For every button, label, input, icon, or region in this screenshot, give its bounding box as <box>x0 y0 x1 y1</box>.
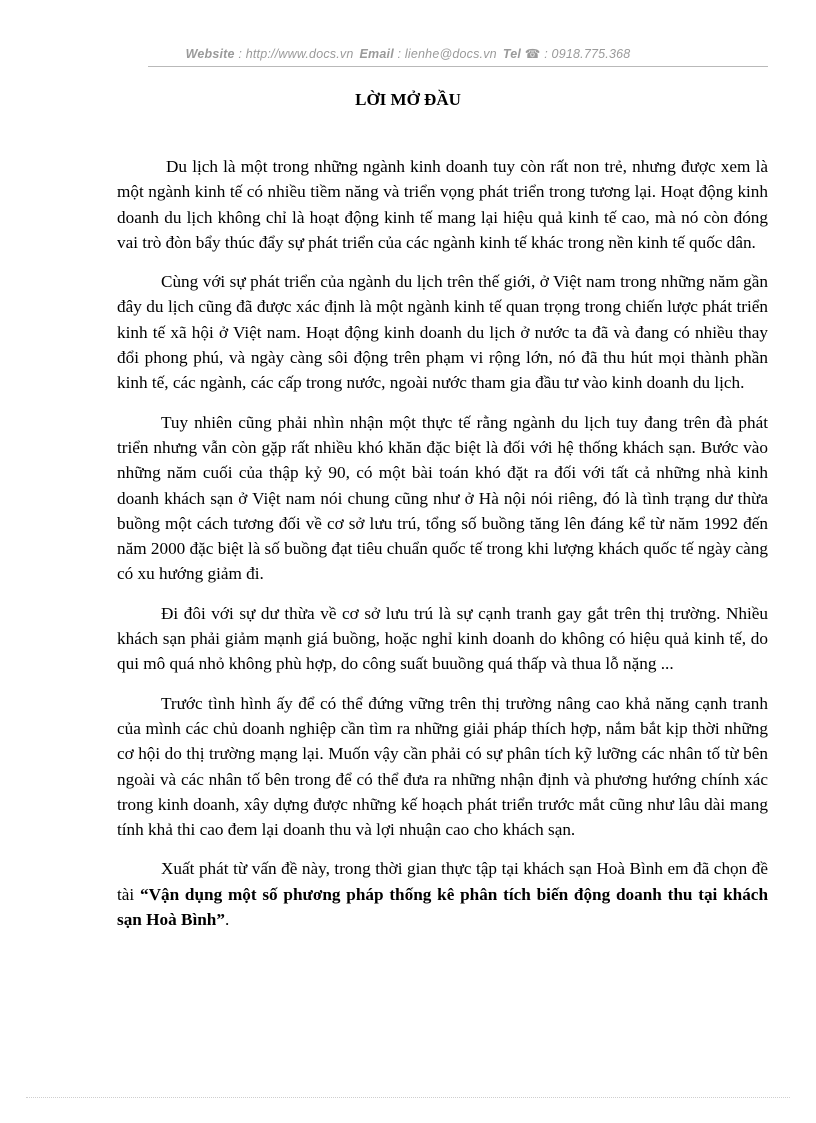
header-divider <box>148 66 768 67</box>
paragraph: Tuy nhiên cũng phải nhìn nhận một thực tế rằng ngành du lịch tuy đang trên đà phát triển nhưng vẫn còn gặp rất nhiều khó khăn đặc biệt là đối với hệ thống khách sạn. Bước vào những năm cuối của thập kỷ 90, có một bài toán khó đặt ra đối với tất cả những nhà kinh doanh khách sạn ở Việt nam nói chung cũng như ở Hà nội nói riêng, đó là tình trạng dư thừa buồng một cách tương đối về cơ sở lưu trú, tổng số buồng tăng lên đáng kể từ năm 1992 đến năm 2000 đặc biệt là số buồng đạt tiêu chuẩn quốc tế trong khi lượng khách quốc tế ngày càng có xu hướng giảm đi. <box>117 412 768 584</box>
website-separator: : <box>234 47 246 61</box>
email-label: Email <box>359 47 394 61</box>
website-url: http://www.docs.vn <box>245 47 354 61</box>
page-title: LỜI MỞ ĐẦU <box>355 90 461 109</box>
email-address: lienhe@docs.vn <box>404 47 497 61</box>
phone-icon: ☎ <box>524 47 541 61</box>
paragraph: Du lịch là một trong những ngành kinh doanh tuy còn rất non trẻ, nhưng được xem là một ngành kinh tế có nhiều tiềm năng và triển vọng phát triển trong tương lại. Hoạt động kinh doanh du lịch không chỉ là hoạt động kinh tế mang lại hiệu quả kinh tế cao, mà nó còn đóng vai trò đòn bẩy thúc đẩy sự phát triển của các ngành kinh tế khác trong nền kinh tế quốc dân. <box>117 157 768 252</box>
final-paragraph-lead: Xuất phát từ vấn đề này, trong thời gian thực tập tại khách sạn Hoà Bình em đã chọn đề tài <box>117 859 768 904</box>
document-body <box>117 154 768 946</box>
paragraph: Cùng với sự phát triển của ngành du lịch trên thế giới, ở Việt nam trong những năm gần đây du lịch cũng đã được xác định là một ngành kinh tế quan trọng trong chiến lược phát triển kinh tế xã hội ở Việt nam. Hoạt động kinh doanh du lịch ở nước ta đã và đang có nhiều thay đổi phong phú, và ngày càng sôi động trên phạm vi rộng lớn, nó đã thu hút mọi thành phần kinh tế, các ngành, các cấp trong nước, ngoài nước tham gia đầu tư vào kinh doanh du lịch. <box>117 272 768 393</box>
footer-divider <box>26 1097 790 1098</box>
paragraph: Đi đôi với sự dư thừa về cơ sở lưu trú là sự cạnh tranh gay gắt trên thị trường. Nhiều khách sạn phải giảm mạnh giá buồng, hoặc nghỉ kinh doanh do không có hiệu quả kinh tế, do qui mô quá nhỏ không phù hợp, do công suất buuồng quá thấp và thua lỗ nặng ... <box>117 603 768 674</box>
final-paragraph <box>117 856 768 932</box>
tel-label: Tel <box>502 47 522 61</box>
email-separator: : <box>393 47 405 61</box>
thesis-topic: “Vận dụng một số phương pháp thống kê phân tích biến động doanh thu tại khách sạn Hoà Bình” <box>117 884 768 930</box>
final-paragraph-end: . <box>224 910 230 930</box>
paragraph: Trước tình hình ấy để có thể đứng vững trên thị trường nâng cao khả năng cạnh tranh của mình các chủ doanh nghiệp cần tìm ra những giải pháp thích hợp, nắm bắt kịp thời những cơ hội do thị trường mạng lại. Muốn vậy cần phải có sự phân tích kỹ lưỡng các nhân tố từ bên ngoài và các nhân tố bên trong để có thể đưa ra những nhận định và phương hướng chính xác trong kinh doanh, xây dựng được những kế hoạch phát triển trước mắt cũng như lâu dài mang tính khả thi cao đem lại doanh thu và lợi nhuận cao cho khách sạn. <box>117 693 768 840</box>
website-label: Website <box>185 47 235 61</box>
tel-number: 0918.775.368 <box>551 47 631 61</box>
page-header <box>0 46 816 61</box>
tel-separator: : <box>540 47 552 61</box>
